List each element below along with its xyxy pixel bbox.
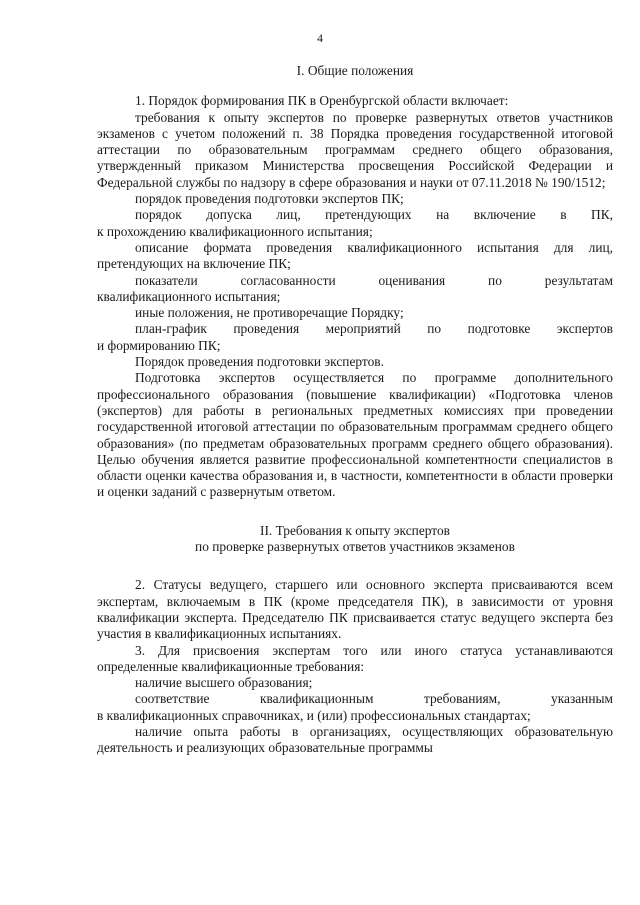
paragraph-training-procedure: Порядок проведения подготовки экспертов. bbox=[135, 354, 384, 370]
paragraph-admission-line2: к прохождению квалификационного испытания; bbox=[97, 223, 373, 239]
paragraph-schedule-line1: план-график проведения мероприятий по подготовке экспертов bbox=[135, 321, 613, 337]
paragraph-training-program: Подготовка экспертов осуществляется по программе дополнительного профессионального образования (повышение квалификации) «Подготовка членов (экспертов) для работы в региональных предметных комиссиях при проведении государственной итоговой аттестации по образовательным программам среднего общего образования» (по предметам образовательных программ среднего общего образования). Целью обучения является развитие профессиональной компетентности специалистов в области оценки качества образования и, в частности, компетентности в области проверки и оценки заданий с развернутым ответом. bbox=[97, 370, 613, 500]
paragraph-qualification-intro: 3. Для присвоения экспертам того или иного статуса устанавливаются определенные квалификационные требования: bbox=[97, 642, 613, 674]
paragraph-training-order: порядок проведения подготовки экспертов ПК; bbox=[135, 191, 404, 207]
section-2-heading-line1: II. Требования к опыту экспертов bbox=[260, 522, 450, 538]
paragraph-expert-statuses: 2. Статусы ведущего, старшего или основного эксперта присваиваются всем экспертам, включаемым в ПК (кроме председателя ПК), в зависимости от уровня квалификации эксперта. Председателю ПК присваивается статус ведущего эксперта без участия в квалификационных испытаниях. bbox=[97, 577, 613, 642]
paragraph-indicators-line2: квалификационного испытания; bbox=[97, 288, 281, 304]
paragraph-other-provisions: иные положения, не противоречащие Порядку; bbox=[135, 305, 404, 321]
paragraph-admission-line1: порядок допуска лиц, претендующих на включение в ПК, bbox=[135, 207, 613, 223]
paragraph-requirements: требования к опыту экспертов по проверке развернутых ответов участников экзаменов с учетом положений п. 38 Порядка проведения государственной итоговой аттестации по образовательным программам среднего общего образования, утвержденный приказом Министерства просвещения Российской Федерации и Федеральной службы по надзору в сфере образования и науки от 07.11.2018 № 190/1512; bbox=[97, 109, 613, 190]
paragraph-schedule-line2: и формированию ПК; bbox=[97, 337, 221, 353]
paragraph-format-description: описание формата проведения квалификационного испытания для лиц, претендующих на включение ПК; bbox=[97, 239, 613, 272]
item-1-intro: 1. Порядок формирования ПК в Оренбургской области включает: bbox=[135, 93, 509, 109]
paragraph-compliance-line1: соответствие квалификационным требованиям, указанным bbox=[135, 691, 613, 707]
page-number: 4 bbox=[317, 31, 323, 45]
section-2-heading-line2: по проверке развернутых ответов участников экзаменов bbox=[195, 539, 515, 555]
paragraph-work-experience: наличие опыта работы в организациях, осуществляющих образовательную деятельность и реализующих образовательные программы bbox=[97, 723, 613, 756]
section-1-heading: I. Общие положения bbox=[296, 63, 414, 78]
paragraph-indicators-line1: показатели согласованности оценивания по результатам bbox=[135, 272, 613, 288]
paragraph-compliance-line2: в квалификационных справочниках, и (или) профессиональных стандартах; bbox=[97, 707, 531, 723]
paragraph-higher-education: наличие высшего образования; bbox=[135, 675, 313, 691]
document-body bbox=[97, 63, 613, 757]
